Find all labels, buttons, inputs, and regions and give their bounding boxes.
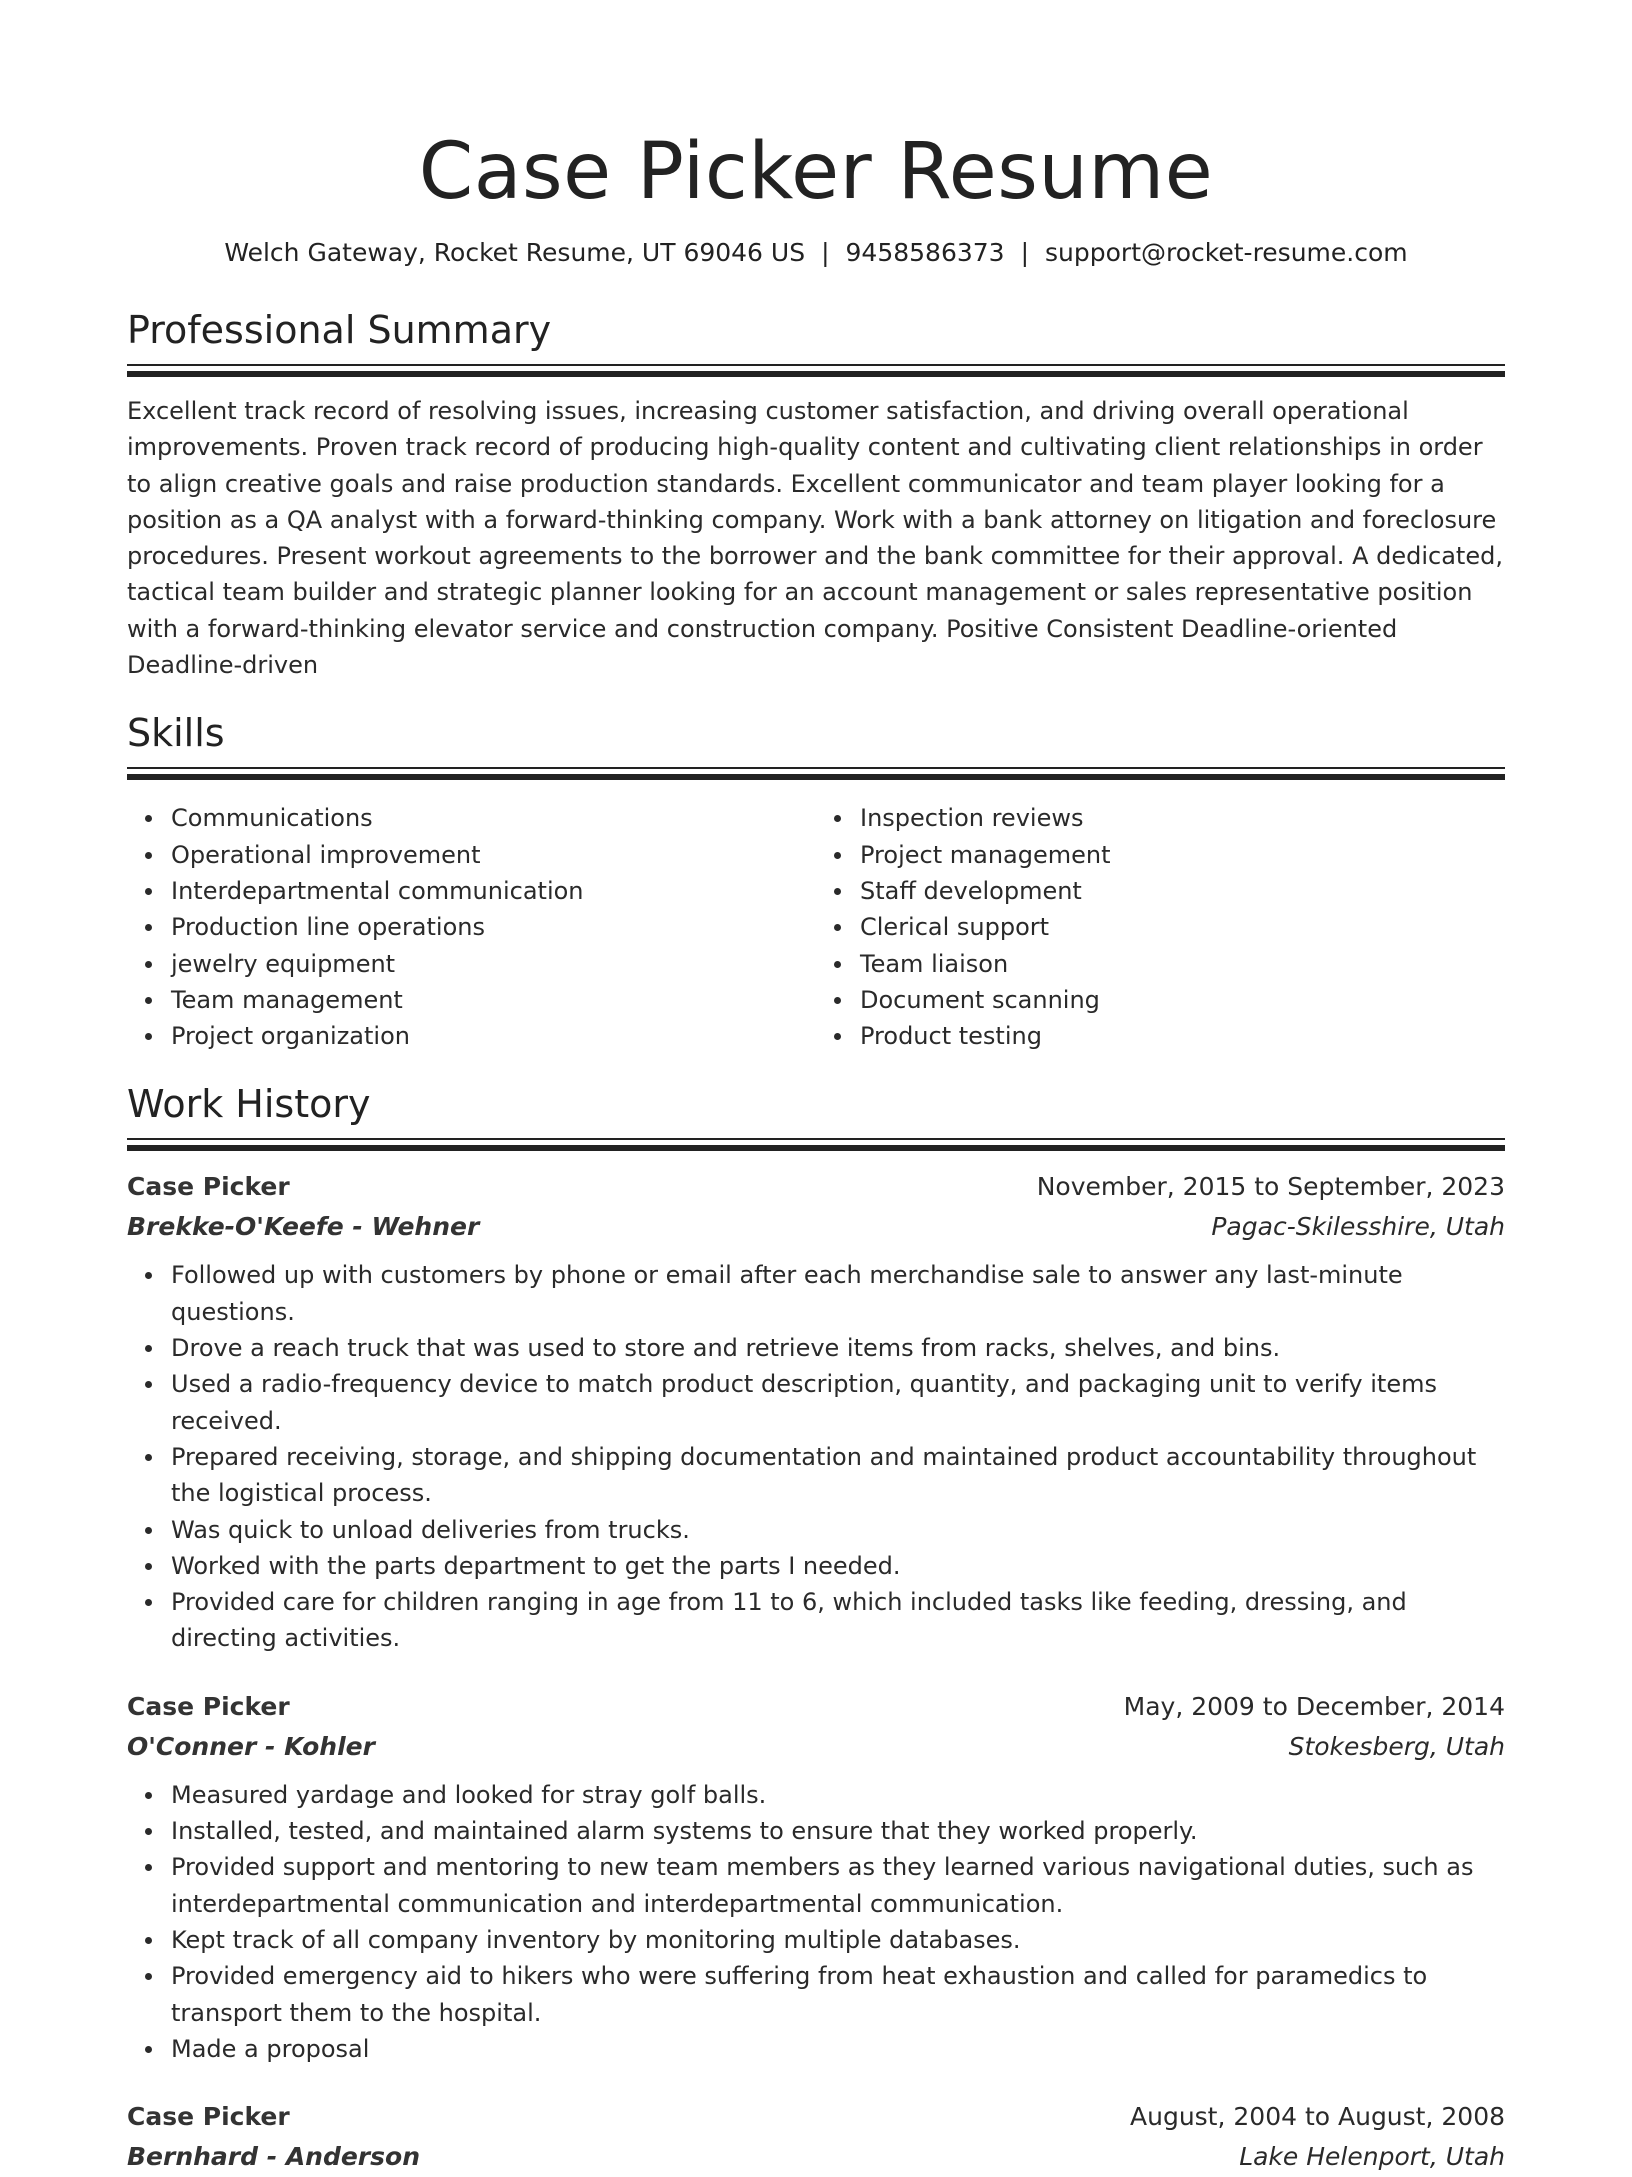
job-bullet: Kept track of all company inventory by monitoring multiple databases.: [171, 1922, 1505, 1958]
skill-item: Product testing: [860, 1018, 1505, 1054]
contact-email: support@rocket-resume.com: [1045, 238, 1408, 267]
job-bullet: Used a radio-frequency device to match product description, quantity, and packaging unit to verify items received.: [171, 1366, 1505, 1439]
job-title: Case Picker: [127, 1691, 290, 1721]
skill-item: Team liaison: [860, 946, 1505, 982]
job-dates: November, 2015 to September, 2023: [1036, 1172, 1505, 1202]
job-entry: [127, 1687, 1505, 2067]
job-location: Lake Helenport, Utah: [1239, 2142, 1505, 2172]
skill-item: Inspection reviews: [860, 800, 1505, 836]
work-heading: Work History: [127, 1082, 371, 1127]
job-subheader-row: [127, 2137, 1505, 2177]
job-bullet: Provided care for children ranging in age from 11 to 6, which included tasks like feeding, dressing, and directing activities.: [171, 1584, 1505, 1657]
job-header-row: [127, 1687, 1505, 1727]
contact-separator: |: [821, 238, 830, 267]
job-bullets: [127, 1257, 1505, 1656]
job-entry: [127, 1167, 1505, 1656]
work-section: [127, 1080, 1505, 2177]
contact-address: Welch Gateway, Rocket Resume, UT 69046 US: [224, 238, 806, 267]
skill-item: Document scanning: [860, 982, 1505, 1018]
skill-item: Operational improvement: [171, 837, 816, 873]
skill-item: Project organization: [171, 1018, 816, 1054]
skills-list-left: [127, 800, 816, 1054]
skill-item: Interdepartmental communication: [171, 873, 816, 909]
skill-item: jewelry equipment: [171, 946, 816, 982]
skill-item: Production line operations: [171, 909, 816, 945]
job-bullet: Drove a reach truck that was used to store and retrieve items from racks, shelves, and bins.: [171, 1330, 1505, 1366]
job-subheader-row: [127, 1727, 1505, 1767]
job-company: O'Conner - Kohler: [127, 1731, 375, 1761]
job-location: Pagac-Skilesshire, Utah: [1211, 1212, 1505, 1242]
job-header-row: [127, 1167, 1505, 1207]
section-divider: [127, 1138, 1505, 1151]
job-header-row: [127, 2097, 1505, 2137]
job-bullet: Worked with the parts department to get the parts I needed.: [171, 1548, 1505, 1584]
job-bullet: Provided support and mentoring to new team members as they learned various navigational duties, such as interdepartmental communication and interdepartmental communication.: [171, 1849, 1505, 1922]
job-company: Bernhard - Anderson: [127, 2142, 420, 2172]
job-bullet: Measured yardage and looked for stray golf balls.: [171, 1777, 1505, 1813]
contact-line: [127, 236, 1505, 270]
job-title: Case Picker: [127, 1172, 290, 1202]
job-bullet: Followed up with customers by phone or email after each merchandise sale to answer any last-minute questions.: [171, 1257, 1505, 1330]
skill-item: Team management: [171, 982, 816, 1018]
skills-columns: [127, 800, 1505, 1054]
skills-section: [127, 709, 1505, 1054]
contact-phone: 9458586373: [845, 238, 1005, 267]
skill-item: Staff development: [860, 873, 1505, 909]
skills-heading: Skills: [127, 711, 225, 756]
job-location: Stokesberg, Utah: [1288, 1731, 1505, 1761]
summary-section: [127, 306, 1505, 683]
contact-separator: |: [1020, 238, 1030, 267]
job-title: Case Picker: [127, 2102, 290, 2132]
job-company: Brekke-O'Keefe - Wehner: [127, 1212, 480, 1242]
job-dates: August, 2004 to August, 2008: [1130, 2102, 1505, 2132]
job-bullet: Was quick to unload deliveries from trucks.: [171, 1512, 1505, 1548]
job-dates: May, 2009 to December, 2014: [1123, 1691, 1505, 1721]
job-bullet: Installed, tested, and maintained alarm systems to ensure that they worked properly.: [171, 1813, 1505, 1849]
job-bullets: [127, 1777, 1505, 2067]
section-divider: [127, 364, 1505, 377]
summary-heading: Professional Summary: [127, 308, 552, 352]
section-divider: [127, 767, 1505, 780]
job-subheader-row: [127, 1207, 1505, 1247]
job-bullet: Provided emergency aid to hikers who were suffering from heat exhaustion and called for paramedics to transport them to the hospital.: [171, 1958, 1505, 2031]
skill-item: Clerical support: [860, 909, 1505, 945]
skill-item: Project management: [860, 837, 1505, 873]
job-entry: [127, 2097, 1505, 2177]
job-bullet: Prepared receiving, storage, and shipping documentation and maintained product accountability throughout the logistical process.: [171, 1439, 1505, 1512]
job-bullet: Made a proposal: [171, 2031, 1505, 2067]
skills-list-right: [816, 800, 1505, 1054]
summary-text: Excellent track record of resolving issues, increasing customer satisfaction, and driving overall operational improvements. Proven track record of producing high-quality content and cultivating client relationships in order to align creative goals and raise production standards. Excellent communicator and team player looking for a position as a QA analyst with a forward-thinking company. Work with a bank attorney on litigation and foreclosure procedures. Present workout agreements to the borrower and the bank committee for their approval. A dedicated, tactical team builder and strategic planner looking for an account management or sales representative position with a forward-thinking elevator service and construction company. Positive Consistent Deadline-oriented Deadline-driven: [127, 397, 1503, 680]
skill-item: Communications: [171, 800, 816, 836]
resume-title: Case Picker Resume: [418, 127, 1214, 217]
